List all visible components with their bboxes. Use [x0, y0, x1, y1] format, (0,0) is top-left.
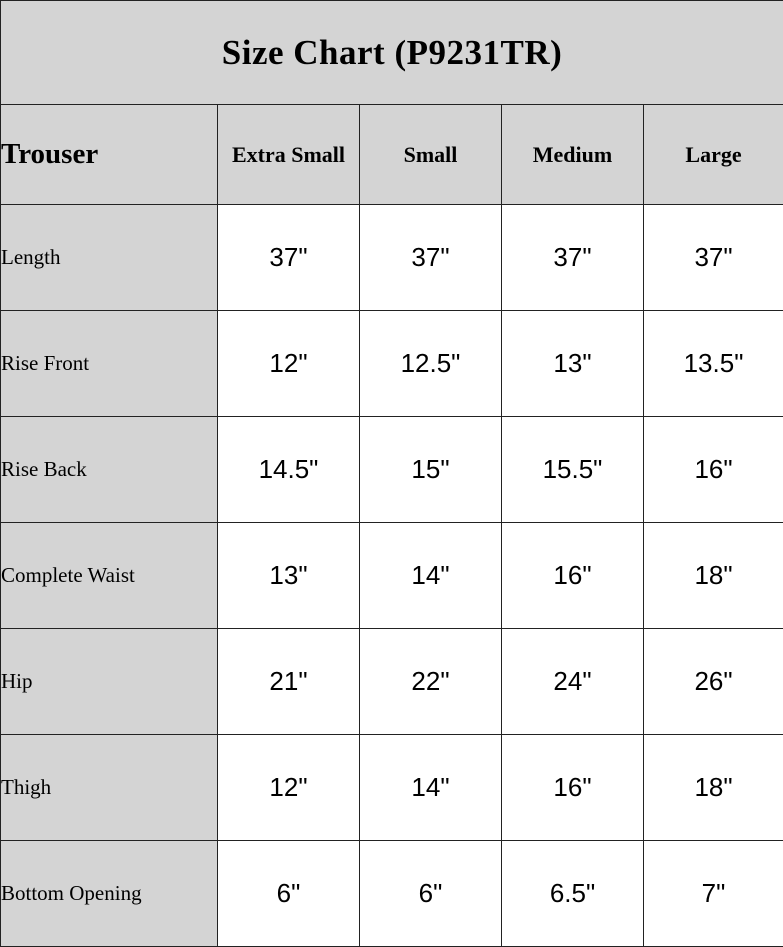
- table-corner-label: Trouser: [1, 105, 218, 205]
- row-label-length: Length: [1, 205, 218, 311]
- cell-rise-front-medium: 13": [502, 311, 644, 417]
- cell-length-medium: 37": [502, 205, 644, 311]
- cell-complete-waist-small: 14": [360, 523, 502, 629]
- cell-length-large: 37": [644, 205, 783, 311]
- row-label-thigh: Thigh: [1, 735, 218, 841]
- cell-complete-waist-medium: 16": [502, 523, 644, 629]
- table-row: [1, 523, 783, 629]
- cell-hip-large: 26": [644, 629, 783, 735]
- cell-thigh-medium: 16": [502, 735, 644, 841]
- cell-hip-extra-small: 21": [218, 629, 360, 735]
- cell-rise-back-extra-small: 14.5": [218, 417, 360, 523]
- row-label-complete-waist: Complete Waist: [1, 523, 218, 629]
- column-header-large: Large: [644, 105, 783, 205]
- column-header-small: Small: [360, 105, 502, 205]
- cell-complete-waist-large: 18": [644, 523, 783, 629]
- cell-rise-back-medium: 15.5": [502, 417, 644, 523]
- column-header-row: [1, 105, 783, 205]
- column-header-medium: Medium: [502, 105, 644, 205]
- table-row: [1, 205, 783, 311]
- row-label-rise-front: Rise Front: [1, 311, 218, 417]
- cell-hip-medium: 24": [502, 629, 644, 735]
- cell-rise-front-small: 12.5": [360, 311, 502, 417]
- row-label-hip: Hip: [1, 629, 218, 735]
- cell-rise-front-extra-small: 12": [218, 311, 360, 417]
- cell-rise-front-large: 13.5": [644, 311, 783, 417]
- cell-bottom-opening-medium: 6.5": [502, 841, 644, 947]
- table-row: [1, 841, 783, 947]
- table-row: [1, 417, 783, 523]
- row-label-rise-back: Rise Back: [1, 417, 218, 523]
- cell-length-small: 37": [360, 205, 502, 311]
- column-header-extra-small: Extra Small: [218, 105, 360, 205]
- cell-length-extra-small: 37": [218, 205, 360, 311]
- title-row: [1, 1, 783, 105]
- cell-hip-small: 22": [360, 629, 502, 735]
- cell-bottom-opening-large: 7": [644, 841, 783, 947]
- table-row: [1, 735, 783, 841]
- table-body: [1, 205, 783, 947]
- table-row: [1, 629, 783, 735]
- cell-thigh-large: 18": [644, 735, 783, 841]
- cell-rise-back-small: 15": [360, 417, 502, 523]
- row-label-bottom-opening: Bottom Opening: [1, 841, 218, 947]
- cell-rise-back-large: 16": [644, 417, 783, 523]
- table-header: [1, 1, 783, 205]
- cell-bottom-opening-extra-small: 6": [218, 841, 360, 947]
- table-row: [1, 311, 783, 417]
- cell-complete-waist-extra-small: 13": [218, 523, 360, 629]
- cell-thigh-small: 14": [360, 735, 502, 841]
- cell-bottom-opening-small: 6": [360, 841, 502, 947]
- cell-thigh-extra-small: 12": [218, 735, 360, 841]
- page-title: Size Chart (P9231TR): [1, 1, 783, 105]
